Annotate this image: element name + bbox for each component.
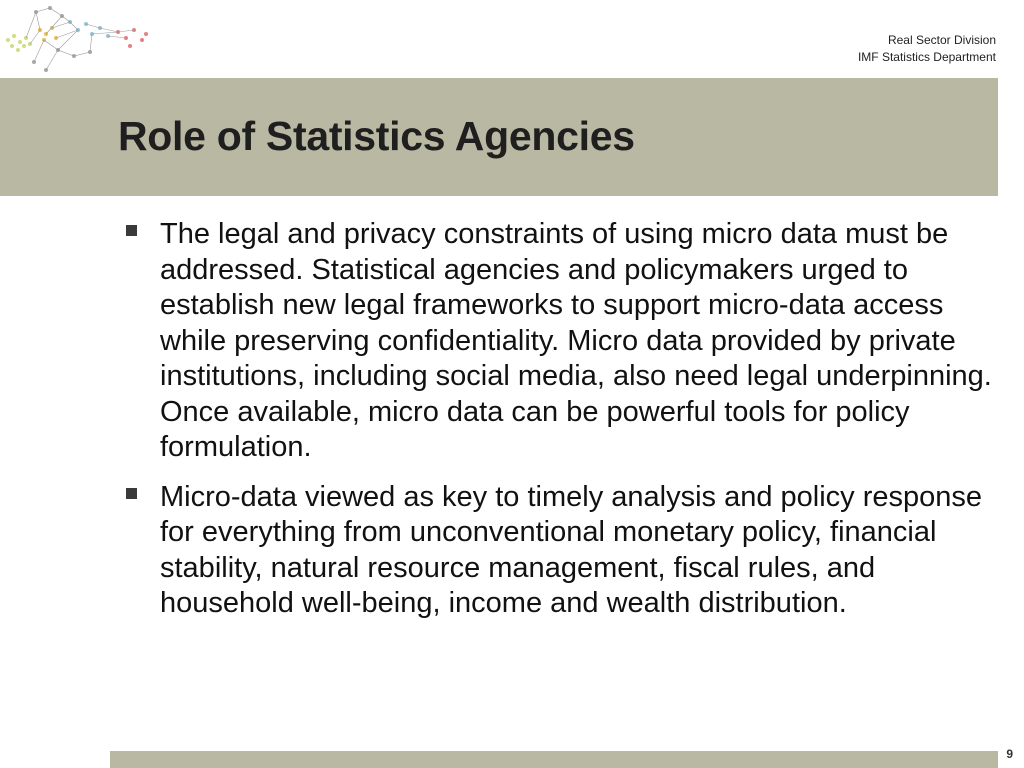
- footer-band: [110, 751, 998, 768]
- organization-header: [858, 32, 996, 66]
- bullet-item: [122, 480, 992, 622]
- square-bullet-icon: [126, 488, 137, 499]
- department-label: IMF Statistics Department: [857, 50, 996, 64]
- division-label: Real Sector Division: [887, 33, 996, 47]
- bullet-text: The legal and privacy constraints of using micro data must be addressed. Statistical agencies and policymakers urged to establish new legal frameworks to support micro-data access while preserving confidentiality. Micro data provided by private institutions, including social media, also need legal underpinning. Once available, micro data can be powerful tools for policy formulation.: [160, 218, 992, 463]
- bullet-text: Micro-data viewed as key to timely analysis and policy response for everything from unconventional monetary policy, financial stability, natural resource management, fiscal rules, and household well-being, income and wealth distribution.: [160, 480, 983, 619]
- page-number: 9: [1006, 747, 1013, 761]
- square-bullet-icon: [126, 225, 137, 236]
- slide-title: Role of Statistics Agencies: [118, 113, 635, 159]
- slide-content: [122, 217, 992, 636]
- network-graph-logo: [0, 0, 160, 78]
- bullet-item: [122, 217, 992, 466]
